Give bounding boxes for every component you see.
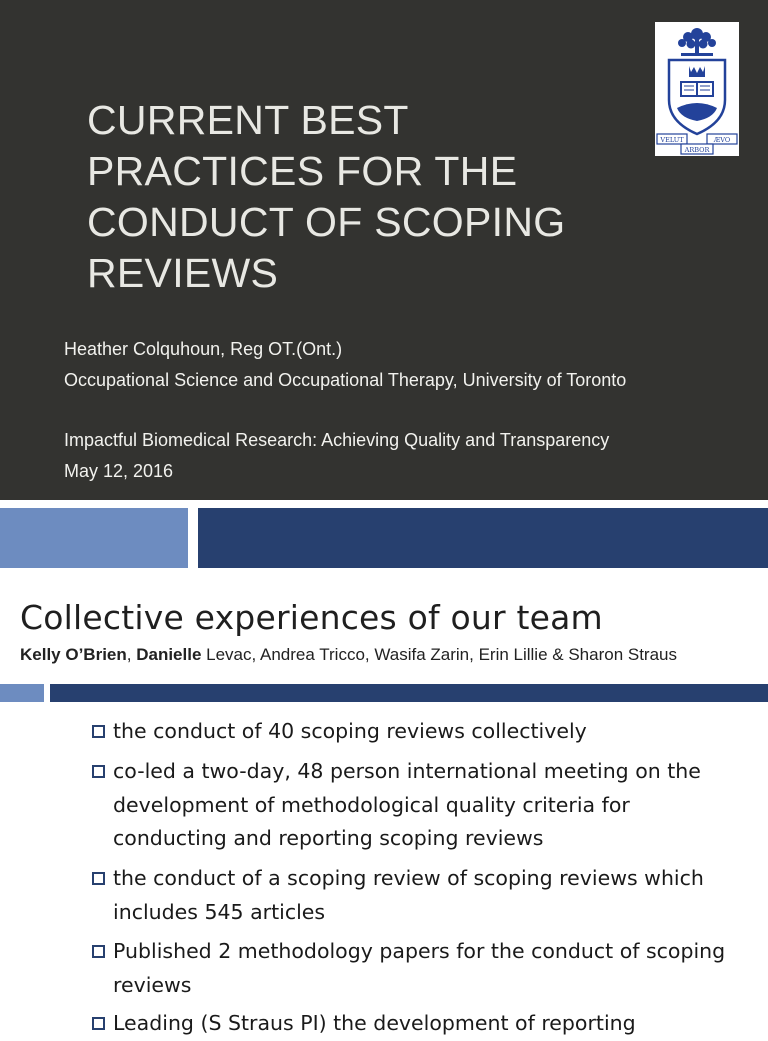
- svg-text:ARBOR: ARBOR: [684, 146, 710, 154]
- square-bullet-icon: [92, 872, 105, 885]
- author-bold: Kelly O’Brien: [20, 645, 127, 664]
- bullet-text: the conduct of a scoping review of scoping reviews which includes 545 articles: [113, 866, 704, 924]
- bullet-text: co-led a two-day, 48 person international meeting on the development of methodological quality criteria for conducting and reporting scoping reviews: [113, 759, 701, 850]
- accent-band-light: [0, 508, 188, 568]
- bullet-text: the conduct of 40 scoping reviews collectively: [113, 719, 587, 743]
- crest-icon: [655, 22, 739, 156]
- bullet-item: [92, 862, 732, 929]
- title-line: REVIEWS: [87, 250, 279, 296]
- accent-band-dark: [198, 508, 768, 568]
- svg-text:VELUT: VELUT: [660, 136, 684, 144]
- svg-text:ÆVO: ÆVO: [713, 136, 731, 144]
- university-crest-logo: [655, 22, 739, 156]
- square-bullet-icon: [92, 725, 105, 738]
- event-name: Impactful Biomedical Research: Achieving Quality and Transparency: [64, 430, 610, 450]
- presenter-name: Heather Colquhoun, Reg OT.(Ont.): [64, 339, 343, 359]
- slide-separator: [0, 500, 768, 508]
- event-date: May 12, 2016: [64, 461, 174, 481]
- square-bullet-icon: [92, 765, 105, 778]
- heading-rule-dark: [50, 684, 768, 702]
- team-authors: [20, 645, 677, 665]
- author-bold: Danielle: [136, 645, 202, 664]
- title-line: CURRENT BEST: [87, 97, 409, 143]
- title-slide: [0, 0, 768, 500]
- slide-title: [87, 95, 627, 299]
- bullet-text: Leading (S Straus PI) the development of reporting: [113, 1011, 636, 1035]
- bullet-item: [92, 755, 732, 856]
- bullet-item: [92, 715, 732, 749]
- slide-heading: Collective experiences of our team: [20, 598, 603, 637]
- bullet-text: Published 2 methodology papers for the conduct of scoping reviews: [113, 939, 726, 997]
- presenter-affiliation: Occupational Science and Occupational Therapy, University of Toronto: [64, 370, 627, 390]
- square-bullet-icon: [92, 945, 105, 958]
- bullet-item: [92, 935, 732, 1002]
- authors-rest: Levac, Andrea Tricco, Wasifa Zarin, Erin Lillie & Sharon Straus: [201, 645, 677, 664]
- title-line: PRACTICES FOR THE: [87, 148, 518, 194]
- heading-rule-light: [0, 684, 44, 702]
- author-separator: ,: [126, 645, 137, 664]
- title-line: CONDUCT OF SCOPING: [87, 199, 566, 245]
